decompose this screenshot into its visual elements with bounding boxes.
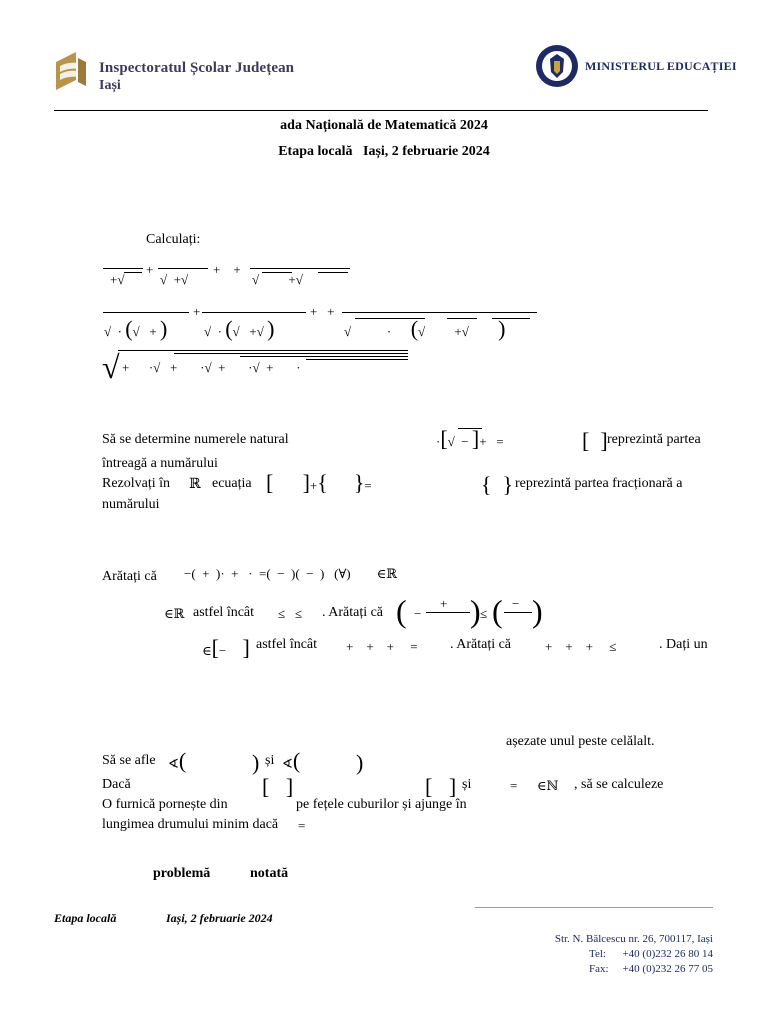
p3-mid: ecuația — [212, 476, 252, 491]
p8-and: și — [462, 777, 472, 792]
footer-fax-label: Fax: — [589, 963, 609, 975]
ministry-name: MINISTERUL EDUCAȚIEI — [585, 59, 737, 73]
p9-line2: lungimea drumului minim dacă — [102, 817, 279, 832]
p4-text: Arătați că — [102, 569, 157, 584]
p7-stacked: așezate unul peste celălalt. — [506, 734, 655, 749]
calc-label: Calculați: — [146, 232, 201, 247]
p5-ineq: ≤ ≤ — [278, 606, 303, 621]
isj-logo — [54, 50, 88, 90]
p2-line2: întreagă a numărului — [102, 456, 218, 471]
footer-tel-label: Tel: — [589, 948, 606, 960]
p7-angle-1: ∢( — [168, 748, 187, 773]
p5-set: ∈ℝ — [164, 606, 185, 621]
footer-fax: +40 (0)232 26 77 05 — [622, 963, 713, 975]
p6-tail: . Dați un — [659, 637, 708, 652]
document-subtitle: Etapa locală Iași, 2 februarie 2024 — [278, 144, 490, 159]
footer-address: Str. N. Bălcescu nr. 26, 700117, Iași — [554, 933, 713, 945]
real-set-icon: ℝ — [189, 477, 201, 492]
p8-tail: , să se calculeze — [574, 777, 664, 792]
footer-stage: Etapa locală — [54, 911, 117, 925]
p3-braces: { } — [481, 472, 514, 497]
p8-text: Dacă — [102, 777, 131, 792]
p6-text: astfel încât — [256, 637, 318, 652]
p5-text: astfel încât — [193, 605, 255, 620]
p9-mid: pe fețele cuburilor și ajunge în — [296, 797, 467, 812]
p2-text: Să se determine numerele natural — [102, 432, 289, 447]
notes-problem: problemă — [153, 866, 211, 881]
footer-rule — [475, 907, 713, 908]
p9-eq: = — [298, 818, 306, 833]
document-title: ada Națională de Matematică 2024 — [280, 118, 488, 133]
footer-date: Iași, 2 februarie 2024 — [166, 911, 273, 925]
p5-mid: . Arătați că — [322, 605, 384, 620]
p2-brackets: [ ] — [582, 428, 608, 453]
p7-and: și — [265, 753, 275, 768]
p2-tail: reprezintă partea — [607, 432, 701, 447]
p3-text: Rezolvați în — [102, 476, 171, 491]
footer-tel: +40 (0)232 26 80 14 — [622, 948, 713, 960]
p3-line2: numărului — [102, 497, 160, 512]
p2-formula: ·[√ − ]+ = — [436, 426, 504, 451]
p4-formula: −( + )· + · =( − )( − ) (∀) ∈ℝ — [184, 566, 398, 581]
p6-eq: + + + = — [346, 639, 418, 654]
p3-tail: reprezintă partea fracționară a — [515, 476, 683, 491]
p8-bracket-1: [ ] — [262, 774, 294, 799]
notes-graded: notată — [250, 866, 289, 881]
p7-angle-2: ∢( — [282, 748, 301, 773]
header-rule — [54, 110, 708, 111]
p6-set: ∈[− ] — [202, 635, 250, 660]
government-seal-icon — [535, 44, 579, 88]
p6-ineq: + + + ≤ — [545, 639, 617, 654]
p7-text: Să se afle — [102, 753, 156, 768]
p8-eq: = ∈ℕ — [510, 778, 559, 793]
p6-mid: . Arătați că — [450, 637, 512, 652]
p8-bracket-2: [ ] — [425, 774, 457, 799]
institution-city: Iași — [99, 78, 121, 93]
p3-formula: [ ]+{ }= — [266, 470, 372, 495]
institution-name: Inspectoratul Școlar Județean — [99, 60, 295, 76]
p9-text: O furnică pornește din — [102, 797, 228, 812]
